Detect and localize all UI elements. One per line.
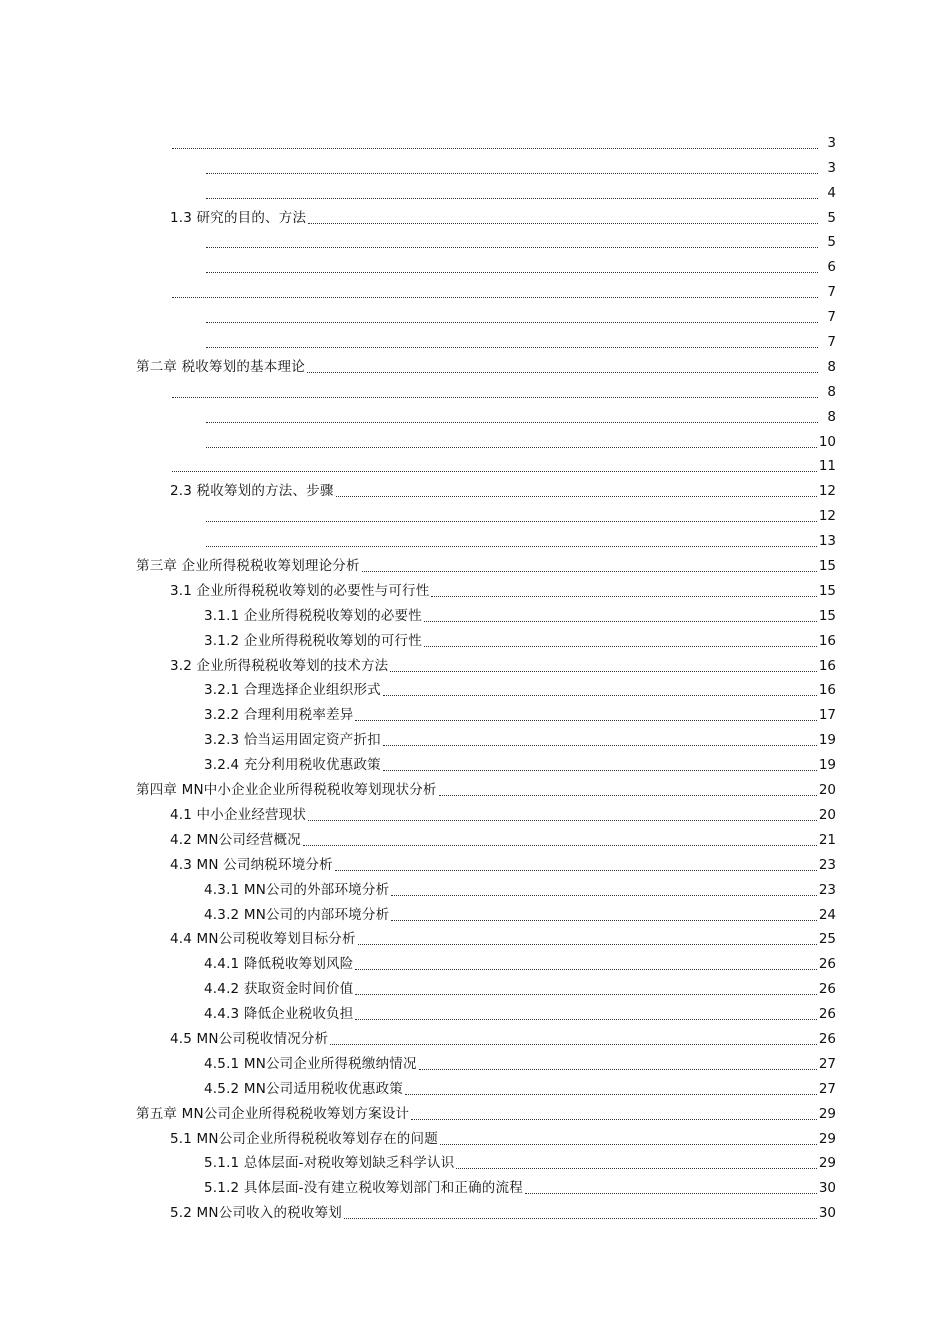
toc-entry[interactable] (0, 599, 950, 624)
toc-page-number: 26 (818, 1030, 836, 1047)
toc-entry-line (204, 185, 950, 201)
dot-leader (206, 185, 818, 201)
toc-entry[interactable] (0, 649, 950, 674)
toc-page-number: 6 (827, 259, 836, 276)
toc-page-number: 23 (818, 881, 836, 898)
toc-entry[interactable] (0, 524, 950, 549)
dot-leader (172, 458, 817, 474)
toc-entry-title: 3.2.4 充分利用税收优惠政策 (204, 757, 381, 774)
toc-entry-title: 4.5.1 MN公司企业所得税缴纳情况 (204, 1055, 417, 1072)
dot-leader (391, 882, 817, 898)
toc-page-number: 10 (818, 433, 836, 450)
toc-entry-title: 1.3 研究的目的、方法 (170, 209, 307, 226)
dot-leader (358, 931, 817, 947)
toc-entry[interactable] (0, 151, 950, 176)
toc-page-number: 16 (818, 657, 836, 674)
toc-entry-title: 5.1.2 具体层面-没有建立税收筹划部门和正确的流程 (204, 1180, 523, 1197)
toc-page-number: 8 (827, 383, 836, 400)
toc-page-number: 19 (818, 732, 836, 749)
toc-entry[interactable] (0, 499, 950, 524)
toc-entry-line (170, 135, 950, 151)
toc-entry-line (204, 434, 950, 450)
toc-entry-title: 4.3 MN 公司纳税环境分析 (170, 856, 333, 873)
toc-page-number: 26 (818, 956, 836, 973)
toc-entry-title: 5.1.1 总体层面-对税收筹划缺乏科学认识 (204, 1155, 455, 1172)
toc-entry[interactable] (0, 823, 950, 848)
toc-entry-line (170, 384, 950, 400)
toc-page-number: 30 (818, 1205, 836, 1222)
toc-entry-line (170, 1131, 950, 1147)
toc-entry-line (204, 1180, 950, 1196)
toc-page-number: 3 (827, 159, 836, 176)
toc-entry-line (170, 807, 950, 823)
toc-entry-line (204, 1006, 950, 1022)
toc-page-number: 13 (818, 533, 836, 550)
toc-entry-title: 4.3.1 MN公司的外部环境分析 (204, 881, 390, 898)
toc-entry[interactable] (0, 1072, 950, 1097)
toc-entry-title: 第二章 税收筹划的基本理论 (136, 358, 305, 375)
toc-entry[interactable] (0, 624, 950, 649)
toc-entry[interactable] (0, 1097, 950, 1122)
toc-entry-line (170, 857, 950, 873)
dot-leader (355, 707, 816, 723)
toc-entry-line (204, 334, 950, 350)
toc-entry-line (170, 931, 950, 947)
toc-entry[interactable] (0, 325, 950, 350)
toc-entry-line (204, 907, 950, 923)
dot-leader (206, 309, 818, 325)
dot-leader (206, 409, 818, 425)
toc-page-number: 8 (827, 408, 836, 425)
toc-page-number: 4 (827, 184, 836, 201)
toc-entry-line (136, 558, 950, 574)
dot-leader (344, 1205, 817, 1221)
dot-leader (383, 732, 817, 748)
toc-entry[interactable] (0, 773, 950, 798)
toc-entry-title: 5.2 MN公司收入的税收筹划 (170, 1205, 343, 1222)
toc-entry-title: 5.1 MN公司企业所得税税收筹划存在的问题 (170, 1130, 438, 1147)
toc-entry-title: 4.4.1 降低税收筹划风险 (204, 956, 354, 973)
toc-entry-title: 3.1.1 企业所得税税收筹划的必要性 (204, 607, 422, 624)
toc-entry[interactable] (0, 873, 950, 898)
toc-entry[interactable] (0, 1171, 950, 1196)
toc-entry-line (204, 682, 950, 698)
toc-page-number: 7 (827, 309, 836, 326)
dot-leader (335, 857, 817, 873)
toc-page-number: 15 (818, 558, 836, 575)
toc-entry[interactable] (0, 1022, 950, 1047)
toc-entry-line (204, 1081, 950, 1097)
dot-leader (440, 1131, 817, 1147)
toc-entry-title: 3.2.2 合理利用税率差异 (204, 707, 354, 724)
dot-leader (330, 1031, 817, 1047)
toc-entry-line (170, 832, 950, 848)
toc-entry-line (170, 1031, 950, 1047)
toc-entry[interactable] (0, 126, 950, 151)
dot-leader (206, 259, 818, 275)
toc-page-number: 20 (818, 782, 836, 799)
dot-leader (303, 832, 817, 848)
dot-leader (336, 483, 817, 499)
dot-leader (355, 981, 816, 997)
dot-leader (383, 682, 817, 698)
dot-leader (307, 359, 818, 375)
toc-page-number: 26 (818, 1006, 836, 1023)
toc-entry-line (204, 956, 950, 972)
dot-leader (355, 1006, 816, 1022)
toc-entry-line (170, 583, 950, 599)
dot-leader (172, 135, 818, 151)
dot-leader (172, 284, 818, 300)
dot-leader (206, 234, 818, 250)
toc-entry[interactable] (0, 275, 950, 300)
toc-page-number: 26 (818, 981, 836, 998)
toc-entry[interactable] (0, 723, 950, 748)
toc-entry[interactable] (0, 972, 950, 997)
toc-entry[interactable] (0, 425, 950, 450)
toc-page-number: 8 (827, 358, 836, 375)
dot-leader (362, 558, 817, 574)
dot-leader (206, 533, 817, 549)
dot-leader (206, 334, 818, 350)
toc-entry-title: 3.2.3 恰当运用固定资产折扣 (204, 732, 381, 749)
toc-page-number: 19 (818, 757, 836, 774)
toc-entry[interactable] (0, 848, 950, 873)
toc-entry-line (204, 707, 950, 723)
toc-entry[interactable] (0, 947, 950, 972)
dot-leader (308, 210, 818, 226)
toc-page-number: 11 (818, 458, 836, 475)
dot-leader (456, 1155, 816, 1171)
toc-entry[interactable] (0, 798, 950, 823)
toc-page-number: 25 (818, 931, 836, 948)
toc-page-number: 12 (818, 508, 836, 525)
toc-entry-line (204, 1155, 950, 1171)
toc-entry-line (170, 210, 950, 226)
toc-entry-title: 第五章 MN公司企业所得税税收筹划方案设计 (136, 1105, 410, 1122)
toc-entry-title: 4.4.2 获取资金时间价值 (204, 981, 354, 998)
dot-leader (383, 757, 817, 773)
toc-page-number: 7 (827, 334, 836, 351)
toc-entry-line (170, 284, 950, 300)
toc-entry-title: 4.4.3 降低企业税收负担 (204, 1006, 354, 1023)
toc-entry-line (136, 1106, 950, 1122)
toc-entry[interactable] (0, 226, 950, 251)
toc-page-number: 30 (818, 1180, 836, 1197)
dot-leader (206, 434, 817, 450)
toc-entry[interactable] (0, 997, 950, 1022)
toc-page-number: 3 (827, 134, 836, 151)
toc-entry-line (204, 981, 950, 997)
toc-page-number: 27 (818, 1080, 836, 1097)
toc-entry-title: 3.1.2 企业所得税税收筹划的可行性 (204, 632, 422, 649)
toc-entry[interactable] (0, 300, 950, 325)
toc-entry-line (204, 882, 950, 898)
toc-page-number: 24 (818, 906, 836, 923)
toc-entry-line (204, 234, 950, 250)
toc-entry[interactable] (0, 400, 950, 425)
toc-entry-title: 4.5 MN公司税收情况分析 (170, 1030, 329, 1047)
toc-page-number: 16 (818, 632, 836, 649)
toc-entry[interactable] (0, 474, 950, 499)
toc-entry-title: 2.3 税收筹划的方法、步骤 (170, 483, 334, 500)
toc-entry-title: 4.2 MN公司经营概况 (170, 831, 301, 848)
toc-entry[interactable] (0, 1147, 950, 1172)
toc-entry[interactable] (0, 201, 950, 226)
toc-entry-line (170, 458, 950, 474)
toc-entry-line (204, 608, 950, 624)
toc-entry-line (204, 732, 950, 748)
dot-leader (411, 1106, 817, 1122)
toc-entry-line (204, 160, 950, 176)
dot-leader (391, 907, 817, 923)
dot-leader (355, 956, 816, 972)
toc-entry-line (170, 1205, 950, 1221)
toc-entry-title: 4.3.2 MN公司的内部环境分析 (204, 906, 390, 923)
dot-leader (390, 658, 816, 674)
table-of-contents (0, 126, 950, 1221)
toc-page-number: 29 (818, 1105, 836, 1122)
toc-page-number: 21 (818, 831, 836, 848)
toc-entry-line (204, 309, 950, 325)
toc-entry[interactable] (0, 1047, 950, 1072)
toc-entry[interactable] (0, 748, 950, 773)
dot-leader (206, 508, 817, 524)
toc-entry-line (204, 533, 950, 549)
toc-entry-title: 4.1 中小企业经营现状 (170, 806, 307, 823)
dot-leader (308, 807, 817, 823)
toc-page-number: 5 (827, 234, 836, 251)
toc-page-number: 15 (818, 607, 836, 624)
toc-entry-title: 3.2.1 合理选择企业组织形式 (204, 682, 381, 699)
toc-entry[interactable] (0, 1196, 950, 1221)
toc-entry-line (204, 508, 950, 524)
toc-page-number: 5 (827, 209, 836, 226)
toc-page-number: 16 (818, 682, 836, 699)
toc-page-number: 17 (818, 707, 836, 724)
toc-entry-line (136, 359, 950, 375)
dot-leader (525, 1180, 817, 1196)
dot-leader (424, 633, 817, 649)
toc-entry-line (170, 483, 950, 499)
toc-entry-title: 4.5.2 MN公司适用税收优惠政策 (204, 1080, 403, 1097)
toc-entry[interactable] (0, 898, 950, 923)
toc-entry-title: 4.4 MN公司税收筹划目标分析 (170, 931, 356, 948)
toc-page-number: 29 (818, 1130, 836, 1147)
toc-entry-line (170, 658, 950, 674)
dot-leader (405, 1081, 817, 1097)
toc-entry-title: 第三章 企业所得税税收筹划理论分析 (136, 558, 360, 575)
toc-page-number: 15 (818, 582, 836, 599)
dot-leader (419, 1056, 817, 1072)
toc-entry[interactable] (0, 698, 950, 723)
dot-leader (172, 384, 818, 400)
toc-entry-line (204, 757, 950, 773)
toc-page-number: 20 (818, 806, 836, 823)
toc-entry[interactable] (0, 549, 950, 574)
dot-leader (431, 583, 816, 599)
toc-entry[interactable] (0, 1122, 950, 1147)
toc-entry[interactable] (0, 574, 950, 599)
toc-entry[interactable] (0, 250, 950, 275)
toc-page-number: 27 (818, 1055, 836, 1072)
dot-leader (424, 608, 817, 624)
toc-entry[interactable] (0, 176, 950, 201)
dot-leader (439, 782, 817, 798)
toc-entry[interactable] (0, 674, 950, 699)
toc-page-number: 12 (818, 483, 836, 500)
toc-entry-title: 第四章 MN中小企业企业所得税税收筹划现状分析 (136, 782, 437, 799)
toc-entry[interactable] (0, 450, 950, 475)
toc-entry-line (136, 782, 950, 798)
toc-page-number: 7 (827, 284, 836, 301)
toc-entry[interactable] (0, 375, 950, 400)
toc-entry-line (204, 1056, 950, 1072)
toc-entry-line (204, 409, 950, 425)
toc-entry-title: 3.1 企业所得税税收筹划的必要性与可行性 (170, 582, 430, 599)
toc-entry-line (204, 259, 950, 275)
toc-entry[interactable] (0, 350, 950, 375)
toc-entry[interactable] (0, 923, 950, 948)
toc-entry-line (204, 633, 950, 649)
dot-leader (206, 160, 818, 176)
toc-entry-title: 3.2 企业所得税税收筹划的技术方法 (170, 657, 389, 674)
toc-page-number: 29 (818, 1155, 836, 1172)
toc-page-number: 23 (818, 856, 836, 873)
